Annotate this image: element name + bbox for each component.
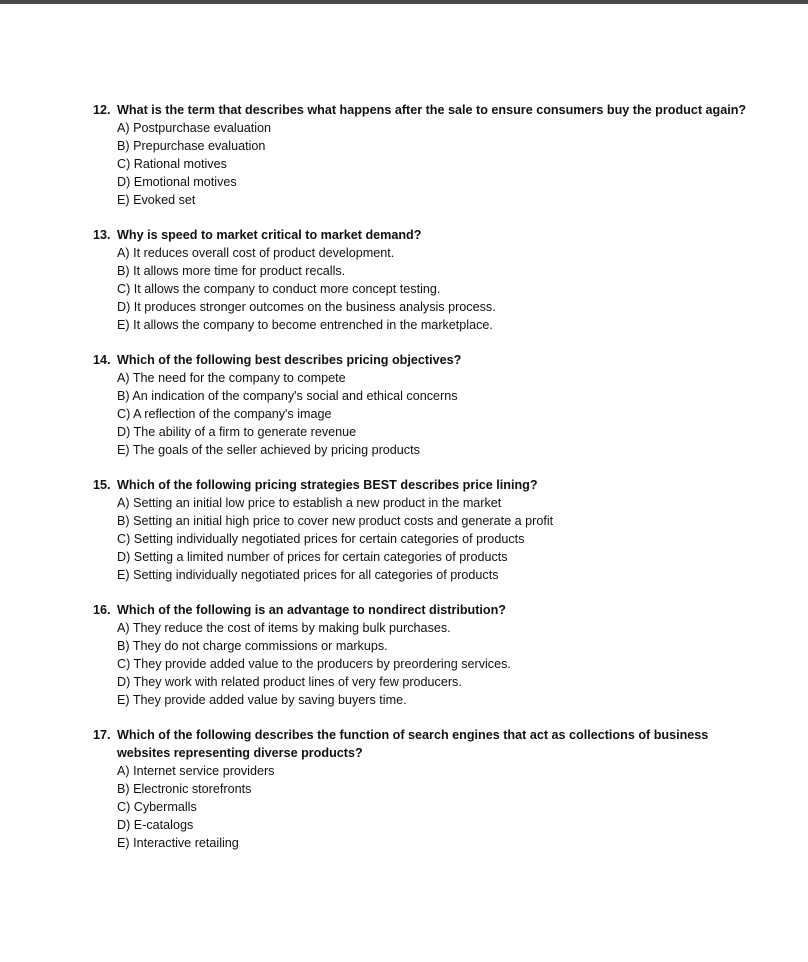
question-stem <box>93 351 753 369</box>
question-number: 12. <box>93 103 111 117</box>
answer-option-c: C) Rational motives <box>117 157 227 171</box>
question-stem <box>93 726 753 762</box>
answer-option-d: D) It produces stronger outcomes on the business analysis process. <box>117 300 496 314</box>
answer-options <box>93 119 753 209</box>
answer-option-b: B) Prepurchase evaluation <box>117 139 266 153</box>
answer-option-e: E) Setting individually negotiated prices for all categories of products <box>117 568 499 582</box>
answer-options <box>93 244 753 334</box>
answer-option-d: D) E-catalogs <box>117 818 194 832</box>
answer-options <box>93 619 753 709</box>
question-stem <box>93 101 753 119</box>
question-stem <box>93 476 753 494</box>
answer-options <box>93 762 753 852</box>
answer-option-e: E) The goals of the seller achieved by pricing products <box>117 443 420 457</box>
question-stem <box>93 601 753 619</box>
question-12 <box>93 101 753 209</box>
question-16 <box>93 601 753 709</box>
answer-option-b: B) It allows more time for product recalls. <box>117 264 346 278</box>
document-page <box>93 101 753 869</box>
answer-option-e: E) It allows the company to become entrenched in the marketplace. <box>117 318 493 332</box>
answer-option-a: A) It reduces overall cost of product development. <box>117 246 395 260</box>
question-text: Which of the following best describes pricing objectives? <box>117 353 462 367</box>
answer-option-b: B) Electronic storefronts <box>117 782 252 796</box>
answer-option-c: C) It allows the company to conduct more concept testing. <box>117 282 441 296</box>
answer-option-a: A) Postpurchase evaluation <box>117 121 272 135</box>
answer-option-d: D) Setting a limited number of prices for certain categories of products <box>117 550 508 564</box>
question-number: 14. <box>93 353 111 367</box>
answer-option-e: E) Interactive retailing <box>117 836 239 850</box>
answer-option-a: A) They reduce the cost of items by making bulk purchases. <box>117 621 451 635</box>
answer-option-c: C) Cybermalls <box>117 800 197 814</box>
answer-option-a: A) Internet service providers <box>117 764 275 778</box>
question-text: Why is speed to market critical to market demand? <box>117 228 422 242</box>
answer-options <box>93 369 753 459</box>
answer-option-c: C) They provide added value to the producers by preordering services. <box>117 657 511 671</box>
answer-option-a: A) Setting an initial low price to establish a new product in the market <box>117 496 502 510</box>
answer-option-c: C) Setting individually negotiated prices for certain categories of products <box>117 532 525 546</box>
question-14 <box>93 351 753 459</box>
question-text: Which of the following is an advantage to nondirect distribution? <box>117 603 506 617</box>
question-15 <box>93 476 753 584</box>
answer-option-a: A) The need for the company to compete <box>117 371 346 385</box>
answer-option-d: D) The ability of a firm to generate revenue <box>117 425 357 439</box>
question-number: 13. <box>93 228 111 242</box>
answer-option-b: B) They do not charge commissions or markups. <box>117 639 388 653</box>
question-13 <box>93 226 753 334</box>
answer-option-d: D) Emotional motives <box>117 175 237 189</box>
question-17 <box>93 726 753 852</box>
answer-option-e: E) They provide added value by saving buyers time. <box>117 693 407 707</box>
answer-option-e: E) Evoked set <box>117 193 196 207</box>
answer-option-b: B) An indication of the company's social and ethical concerns <box>117 389 458 403</box>
question-text: Which of the following pricing strategies BEST describes price lining? <box>117 478 538 492</box>
question-number: 15. <box>93 478 111 492</box>
question-text: Which of the following describes the function of search engines that act as collections of business websites representing diverse products? <box>117 728 709 760</box>
question-stem <box>93 226 753 244</box>
answer-options <box>93 494 753 584</box>
answer-option-d: D) They work with related product lines of very few producers. <box>117 675 462 689</box>
answer-option-b: B) Setting an initial high price to cover new product costs and generate a profit <box>117 514 554 528</box>
question-number: 16. <box>93 603 111 617</box>
question-text: What is the term that describes what happens after the sale to ensure consumers buy the product again? <box>117 103 747 117</box>
question-number: 17. <box>93 728 111 742</box>
window-top-bar <box>0 0 808 4</box>
answer-option-c: C) A reflection of the company's image <box>117 407 332 421</box>
